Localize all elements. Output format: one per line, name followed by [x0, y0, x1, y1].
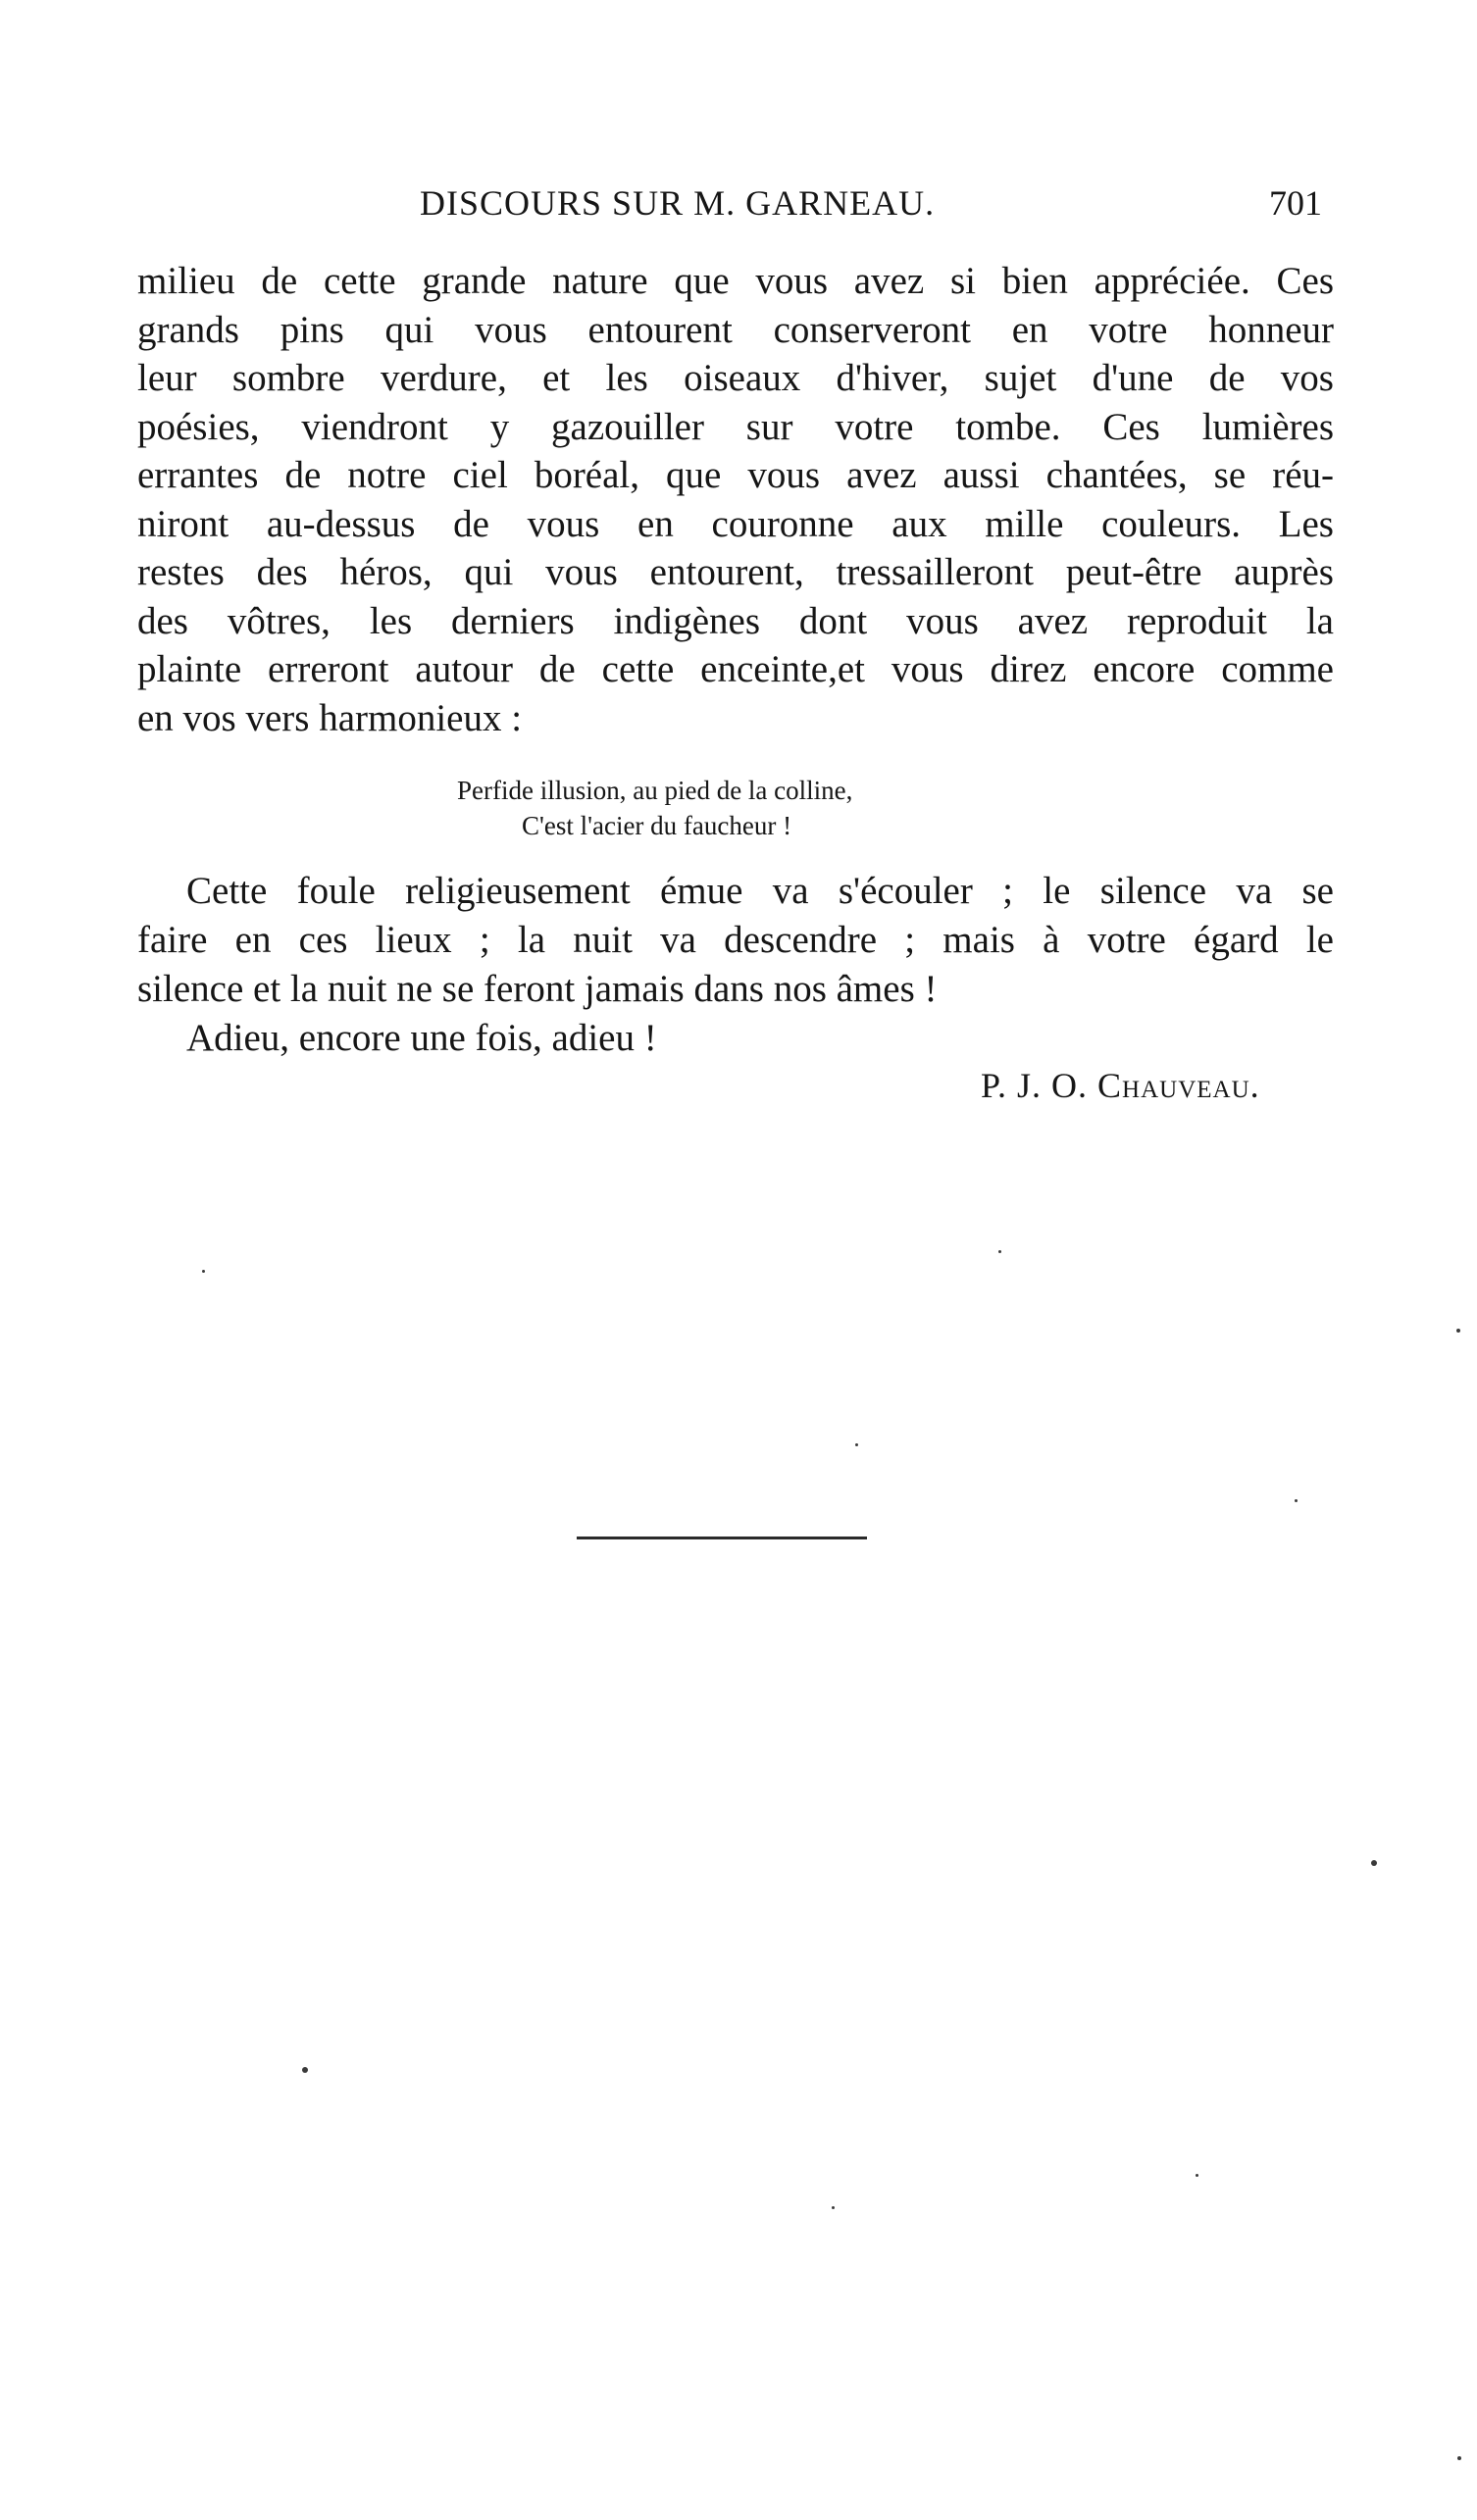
scan-speck [1295, 1499, 1298, 1502]
page-number: 701 [1269, 183, 1322, 223]
text-line: des vôtres, les derniers indigènes dont vous avez reproduit la [137, 599, 1334, 642]
scan-speck [855, 1443, 858, 1446]
end-rule [577, 1537, 867, 1539]
scan-speck [832, 2206, 835, 2209]
text-line: faire en ces lieux ; la nuit va descendre ; mais à votre égard le [137, 919, 1334, 961]
closing-paragraphs [137, 867, 1334, 1063]
scan-speck [1371, 1860, 1377, 1866]
running-title: DISCOURS SUR M. GARNEAU. [420, 183, 936, 223]
scan-speck [998, 1250, 1001, 1253]
text-line: plainte erreront autour de cette enceinte,et vous direz encore comme [137, 648, 1334, 690]
page-header [420, 182, 1332, 231]
scan-speck [202, 1270, 205, 1273]
scan-speck [302, 2067, 308, 2073]
text-line: silence et la nuit ne se feront jamais dans nos âmes ! [137, 968, 938, 1010]
signature-surname: Chauveau. [1097, 1066, 1260, 1105]
text-line: errantes de notre ciel boréal, que vous avez aussi chantées, se réu- [137, 454, 1334, 496]
verse-quotation [457, 773, 1006, 843]
farewell-line: Adieu, encore une fois, adieu ! [186, 1017, 657, 1059]
text-line: poésies, viendront y gazouiller sur votre tombe. Ces lumières [137, 405, 1334, 448]
scan-speck [1196, 2174, 1198, 2177]
author-signature [981, 1065, 1260, 1106]
scan-speck [1456, 1329, 1460, 1333]
signature-initials: P. J. O. [981, 1066, 1098, 1105]
text-line: milieu de cette grande nature que vous avez si bien appréciée. Ces [137, 260, 1334, 302]
text-line: Cette foule religieusement émue va s'écouler ; le silence va se [186, 870, 1334, 912]
text-line: niront au-dessus de vous en couronne aux mille couleurs. Les [137, 502, 1334, 545]
text-line: grands pins qui vous entourent conserveront en votre honneur [137, 308, 1334, 351]
scan-speck [1457, 2456, 1461, 2460]
verse-line: Perfide illusion, au pied de la colline, [457, 776, 853, 805]
text-line: en vos vers harmonieux : [137, 696, 523, 739]
paragraph-continuation [137, 257, 1334, 742]
verse-line: C'est l'acier du faucheur ! [522, 811, 792, 840]
text-line: restes des héros, qui vous entourent, tressailleront peut-être auprès [137, 551, 1334, 593]
text-line: leur sombre verdure, et les oiseaux d'hiver, sujet d'une de vos [137, 357, 1334, 399]
